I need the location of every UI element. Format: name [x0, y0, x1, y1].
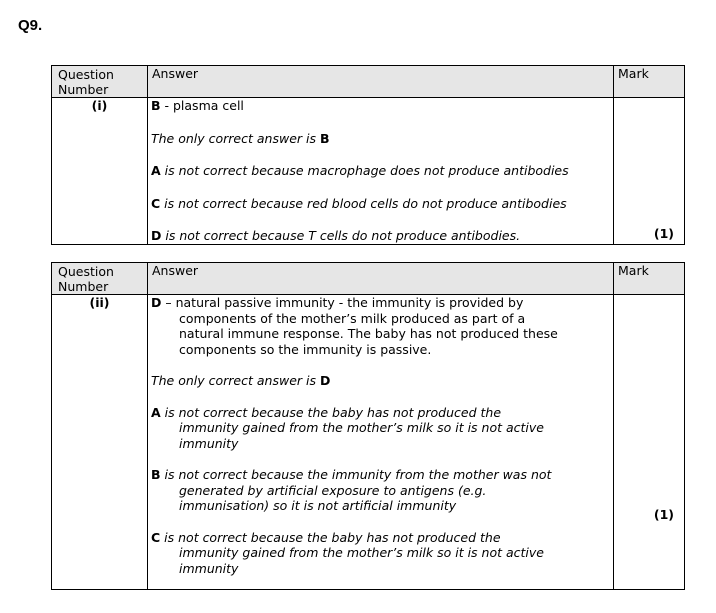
reason-a: A is not correct because macrophage does not produce antibodies: [151, 163, 569, 178]
question-number-cell: (i): [52, 98, 148, 245]
answer-cell: [148, 295, 614, 590]
header-question-number: Question Number: [52, 66, 148, 98]
only-correct-statement: The only correct answer is B: [151, 130, 330, 146]
correct-answer: B - plasma cell: [151, 98, 244, 113]
header-mark: Mark: [614, 66, 685, 98]
reason-a: A is not correct because the baby has not produced the immunity gained from the mother’s milk so it is not active immunity: [151, 404, 544, 451]
header-question-number: Question Number: [52, 263, 148, 295]
header-answer: Answer: [148, 66, 614, 98]
mark-cell: [614, 98, 685, 245]
question-number-cell: (ii): [52, 295, 148, 590]
reason-d: D is not correct because T cells do not produce antibodies.: [151, 228, 521, 243]
header-answer: Answer: [148, 263, 614, 295]
table-row: [52, 98, 685, 245]
mark-scheme-table-ii: [51, 262, 685, 590]
table-header-row: [52, 66, 685, 98]
table-row: [52, 295, 685, 590]
mark-scheme-table-i: [51, 65, 685, 245]
question-title: Q9.: [18, 17, 43, 34]
mark-value: (1): [653, 226, 674, 241]
reason-c: C is not correct because red blood cells do not produce antibodies: [151, 195, 567, 211]
mark-cell: [614, 295, 685, 590]
table-header-row: [52, 263, 685, 295]
reason-c: C is not correct because the baby has not produced the immunity gained from the mother’s milk so it is not active immunity: [151, 529, 544, 576]
header-mark: Mark: [614, 263, 685, 295]
answer-cell: [148, 98, 614, 245]
correct-answer: D – natural passive immunity - the immunity is provided by components of the mother’s milk produced as part of a natural immune response. The baby has not produced these components so the immunity is passive.: [151, 295, 558, 357]
reason-b: B is not correct because the immunity from the mother was not generated by artificial exposure to antigens (e.g. immunisation) so it is not artificial immunity: [151, 467, 552, 513]
mark-value: (1): [653, 507, 674, 522]
only-correct-statement: The only correct answer is D: [151, 373, 331, 388]
